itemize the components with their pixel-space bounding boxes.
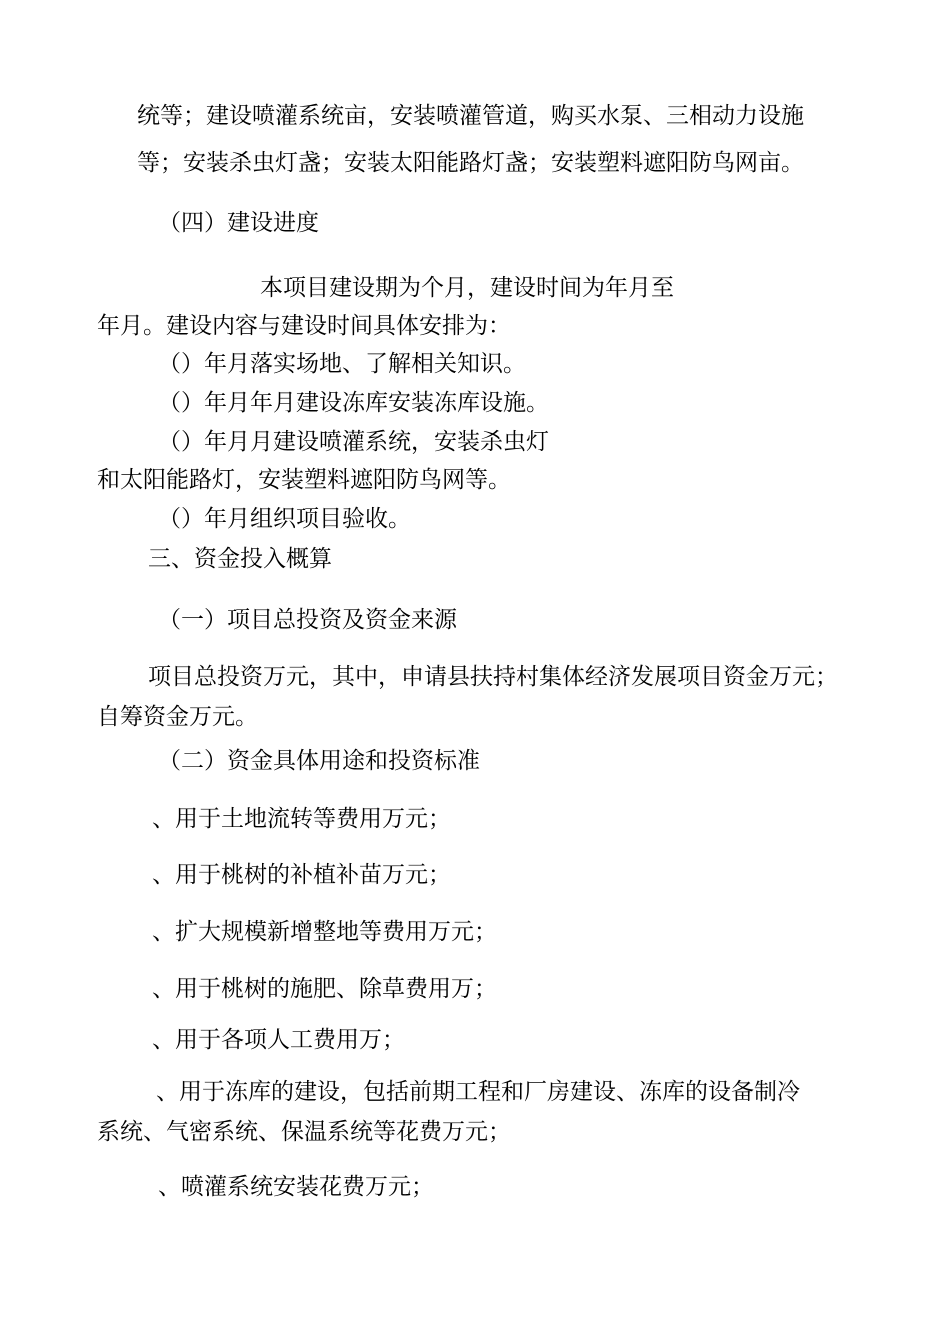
subsection-heading-total-investment: （一）项目总投资及资金来源 [158, 607, 457, 633]
section-heading-schedule: （四）建设进度 [158, 210, 319, 236]
usage-item-1: 、用于土地流转等费用万元； [152, 806, 451, 832]
usage-item-2: 、用于桃树的补植补苗万元； [152, 862, 451, 888]
schedule-item-2: （）年月年月建设冻库安装冻库设施。 [158, 390, 549, 416]
usage-item-7: 、喷灌系统安装花费万元； [158, 1174, 434, 1200]
section-heading-funding: 三、资金投入概算 [148, 546, 332, 572]
schedule-item-4: （）年月组织项目验收。 [158, 506, 411, 532]
text-line-14: 自筹资金万元。 [97, 704, 258, 730]
usage-item-6: 、用于冻库的建设，包括前期工程和厂房建设、冻库的设备制冷 [156, 1079, 800, 1105]
text-line-5: 年月。建设内容与建设时间具体安排为： [97, 313, 511, 339]
usage-item-6-cont: 系统、气密系统、保温系统等花费万元； [97, 1119, 511, 1145]
text-line-2: 等；安装杀虫灯盏；安装太阳能路灯盏；安装塑料遮阳防鸟网亩。 [137, 150, 804, 176]
schedule-item-1: （）年月落实场地、了解相关知识。 [158, 351, 526, 377]
usage-item-4: 、用于桃树的施肥、除草费用万； [152, 976, 497, 1002]
text-line-1: 统等；建设喷灌系统亩，安装喷灌管道，购买水泵、三相动力设施 [137, 103, 804, 129]
text-line-4: 本项目建设期为个月，建设时间为年月至 [260, 275, 674, 301]
schedule-item-3: （）年月月建设喷灌系统，安装杀虫灯 [158, 429, 549, 455]
text-line-13: 项目总投资万元，其中，申请县扶持村集体经济发展项目资金万元； [148, 664, 838, 690]
schedule-item-3-cont: 和太阳能路灯，安装塑料遮阳防鸟网等。 [97, 467, 511, 493]
usage-item-5: 、用于各项人工费用万； [152, 1027, 405, 1053]
usage-item-3: 、扩大规模新增整地等费用万元； [152, 919, 497, 945]
subsection-heading-fund-usage: （二）资金具体用途和投资标准 [158, 748, 480, 774]
